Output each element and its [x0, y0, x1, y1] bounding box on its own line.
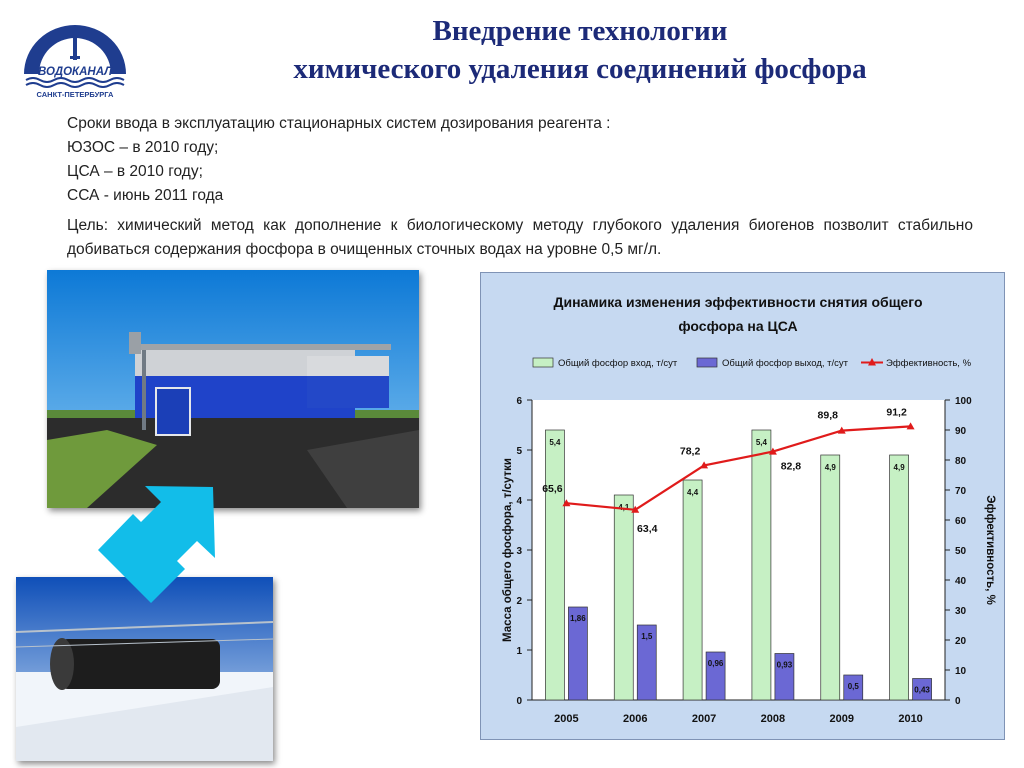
y2-tick-label: 10	[955, 666, 967, 677]
efficiency-label: 63,4	[637, 522, 658, 535]
bar-output-label: 0,93	[776, 660, 793, 670]
y-tick-label: 1	[516, 646, 522, 657]
y2-tick-label: 80	[955, 456, 967, 467]
x-tick-label: 2009	[829, 713, 854, 725]
legend-label: Общий фосфор выход, т/сут	[722, 358, 849, 369]
efficiency-label: 65,6	[542, 483, 563, 496]
legend-label: Общий фосфор вход, т/сут	[558, 358, 678, 369]
y-tick-label: 6	[516, 396, 522, 407]
bar-input-2006	[614, 495, 633, 700]
efficiency-label: 89,8	[817, 409, 838, 422]
intro-line: Сроки ввода в эксплуатацию стационарных систем дозирования реагента :	[67, 115, 611, 132]
y-tick-label: 3	[516, 546, 522, 557]
x-tick-label: 2008	[760, 713, 786, 725]
x-tick-label: 2006	[623, 713, 648, 725]
x-tick-label: 2010	[898, 713, 923, 725]
bar-input-2010	[890, 455, 909, 700]
dosing-station-photo	[47, 270, 419, 508]
bar-input-label: 4,9	[824, 463, 836, 472]
bar-input-label: 5,4	[549, 438, 561, 447]
x-tick-label: 2005	[554, 713, 579, 725]
legend-swatch	[697, 358, 717, 367]
y-tick-label: 2	[516, 596, 522, 607]
y-tick-label: 4	[516, 496, 522, 507]
plot-area	[532, 400, 945, 700]
bar-input-label: 4,4	[687, 488, 699, 497]
vodokanal-logo	[14, 18, 136, 100]
bar-output-label: 1,86	[570, 614, 586, 623]
legend-label: Эффективность, %	[886, 358, 972, 369]
bar-input-label: 4,9	[893, 463, 905, 472]
bar-input-2007	[683, 480, 702, 700]
title-line-1: Внедрение технологии	[432, 15, 728, 47]
y2-tick-label: 20	[955, 636, 967, 647]
bar-output-label: 0,5	[847, 682, 859, 691]
x-tick-label: 2007	[691, 713, 717, 725]
y-axis-title: Масса общего фосфора, т/сутки	[502, 458, 514, 642]
title-line-2: химического удаления соединений фосфора	[293, 53, 867, 85]
page-title	[140, 12, 1020, 88]
y2-tick-label: 100	[955, 396, 972, 407]
reagent-tank-photo	[16, 577, 273, 761]
bar-output-label: 1,5	[641, 632, 653, 641]
bar-input-2005	[545, 430, 564, 700]
y2-tick-label: 30	[955, 606, 967, 617]
y2-tick-label: 40	[955, 576, 967, 587]
y2-tick-label: 0	[955, 696, 961, 707]
chart-title-line-2: фосфора на ЦСА	[678, 318, 798, 334]
intro-text	[67, 112, 973, 262]
bar-input-label: 5,4	[755, 438, 767, 447]
bar-input-label: 4,1	[618, 503, 630, 512]
bar-input-2008	[752, 430, 771, 700]
efficiency-label: 78,2	[679, 445, 701, 458]
logo-wordmark: ВОДОКАНАЛ	[37, 66, 113, 78]
efficiency-label: 91,2	[886, 406, 907, 419]
up-right-arrow-icon	[95, 478, 225, 603]
efficiency-chart	[480, 272, 1005, 740]
efficiency-label: 82,8	[780, 460, 802, 473]
y2-tick-label: 50	[955, 546, 967, 557]
intro-line: ЮЗОС – в 2010 году;	[67, 139, 219, 156]
y2-axis-title: Эффективность, %	[984, 495, 996, 605]
y-tick-label: 5	[516, 446, 522, 457]
y2-tick-label: 70	[955, 486, 967, 497]
y2-tick-label: 90	[955, 426, 967, 437]
y2-tick-label: 60	[955, 516, 967, 527]
chart-title-line-1: Динамика изменения эффективности снятия общего	[553, 294, 923, 310]
logo-city: САНКТ-ПЕТЕРБУРГА	[36, 90, 114, 99]
bar-output-label: 0,96	[707, 659, 724, 668]
legend-swatch	[533, 358, 553, 367]
intro-line: ЦСА – в 2010 году;	[67, 163, 203, 180]
chart-canvas	[481, 273, 1006, 741]
bar-input-2009	[821, 455, 840, 700]
goal-paragraph: Цель: химический метод как дополнение к биологическому методу глубокого удаления биогенов позволит стабильно добиваться содержания фосфора в очищенных сточных водах на уровне 0,5 мг/л.	[67, 217, 973, 258]
intro-line: ССА - июнь 2011 года	[67, 187, 224, 204]
bar-output-label: 0,43	[914, 685, 930, 695]
y-tick-label: 0	[516, 696, 522, 707]
